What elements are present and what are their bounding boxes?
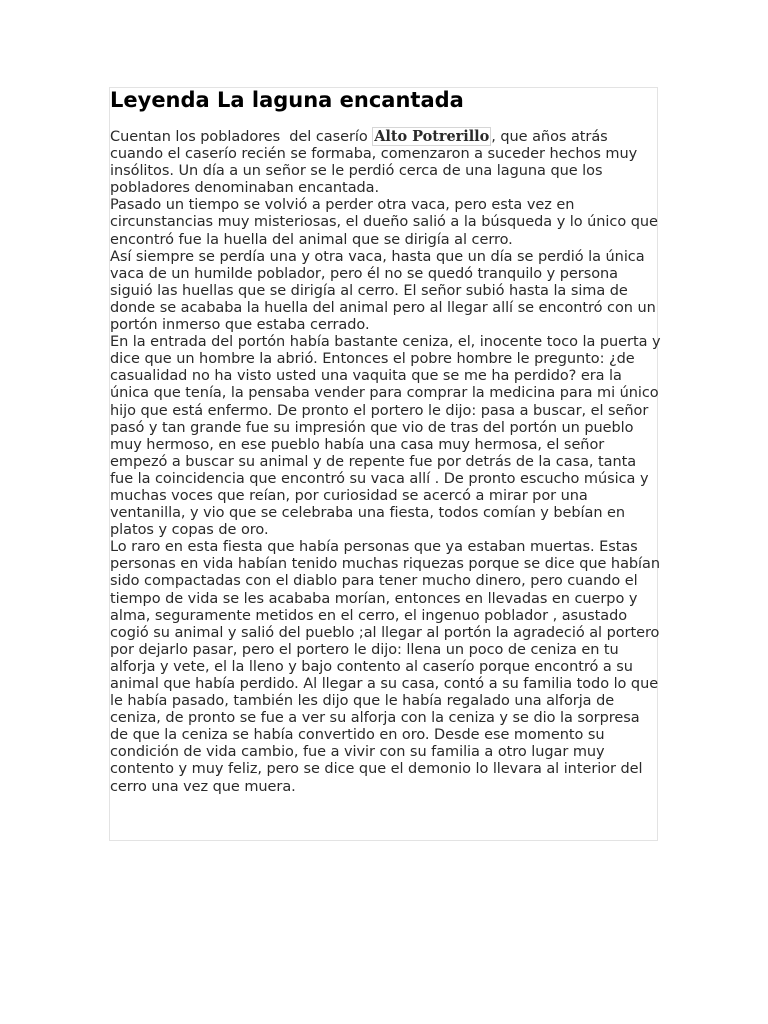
document-content [110,88,662,796]
paragraph-1-rest: , que años atrás cuando el caserío recién se formaba, comenzaron a suceder hechos muy insólitos. Un día a un señor se le perdió cerca de una laguna que los pobladores denominaban encantada. [110,129,638,197]
document-body [110,128,662,796]
paragraph-1-lead: Cuentan los pobladores del caserío [110,129,373,145]
paragraph-4: En la entrada del portón había bastante ceniza, el, inocente toco la puerta y dice que un hombre la abrió. Entonces el pobre hombre le pregunto: ¿de casualidad no ha visto usted una vaquita que se me ha perdido? era la única que tenía, la pensaba vender para comprar la medicina para mi único hijo que está enfermo. De pronto el portero le dijo: pasa a buscar, el señor pasó y tan grande fue su impresión que vio de tras del portón un pueblo muy hermoso, en ese pueblo había una casa muy hermosa, el señor empezó a buscar su animal y de repente fue por detrás de la casa, tanta fue la coincidencia que encontró su vaca allí . De pronto escucho música y muchas voces que reían, por curiosidad se acercó a mirar por una ventanilla, y vio que se celebraba una fiesta, todos comían y bebían en platos y copas de oro. [110,334,661,539]
paragraph-5: Lo raro en esta fiesta que había personas que ya estaban muertas. Estas personas en vida habían tenido muchas riquezas porque se dice que habían sido compactadas con el diablo para tener mucho dinero, pero cuando el tiempo de vida se les acababa morían, entonces en llevadas en cuerpo y alma, seguramente metidos en el cerro, el ingenuo poblador , asustado cogió su animal y salió del pueblo ;al llegar al portón la agradeció al portero por dejarlo pasar, pero el portero le dijo: llena un poco de ceniza en tu alforja y vete, el la lleno y bajo contento al caserío porque encontró a su animal que había perdido. Al llegar a su casa, contó a su familia todo lo que le había pasado, también les dijo que le había regalado una alforja de ceniza, de pronto se fue a ver su alforja con la ceniza y se dio la sorpresa de que la ceniza se había convertido en oro. Desde ese momento su condición de vida cambio, fue a vivir con su familia a otro lugar muy contento y muy feliz, pero se dice que el demonio lo llevara al interior del cerro una vez que muera. [110,539,661,795]
place-name-highlight: Alto Potrerillo [374,128,490,145]
paragraph-2: Pasado un tiempo se volvió a perder otra vaca, pero esta vez en circunstancias muy misteriosas, el dueño salió a la búsqueda y lo único que encontró fue la huella del animal que se dirigía al cerro. [110,197,658,248]
document-title: Leyenda La laguna encantada [110,88,464,112]
paragraph-1 [110,128,662,197]
paragraph-3: Así siempre se perdía una y otra vaca, hasta que un día se perdió la única vaca de un humilde poblador, pero él no se quedó tranquilo y persona siguió las huellas que se dirigía al cerro. El señor subió hasta la sima de donde se acababa la huella del animal pero al llegar allí se encontró con un portón inmerso que estaba cerrado. [110,248,656,334]
